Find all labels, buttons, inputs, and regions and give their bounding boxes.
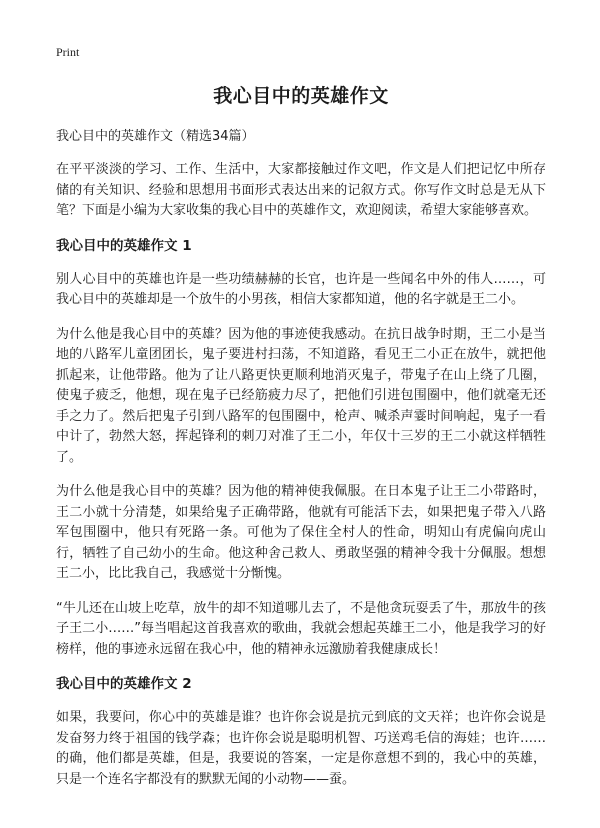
document-subtitle: 我心目中的英雄作文（精选34篇） [56, 129, 255, 144]
essay-paragraph: “牛儿还在山坡上吃草，放牛的却不知道哪儿去了，不是他贪玩耍丢了牛，那放牛的孩子王二小……”每当唱起这首我喜欢的歌曲，我就会想起英雄王二小，他是我学习的好榜样，他的事迹永远留在我心中，他的精神永远激励着我健康成长！ [56, 600, 546, 657]
print-link[interactable]: Print [56, 45, 80, 59]
section-heading: 我心目中的英雄作文 2 [56, 676, 192, 692]
page-title: 我心目中的英雄作文 [213, 85, 389, 107]
essay-paragraph: 别人心目中的英雄也许是一些功绩赫赫的长官，也许是一些闻名中外的伟人……，可我心目中的英雄却是一个放牛的小男孩，相信大家都知道，他的名字就是王二小。 [56, 271, 546, 307]
essay-paragraph: 如果，我要问，你心中的英雄是谁？也许你会说是抗元到底的文天祥；也许你会说是发奋努力终于祖国的钱学森；也许你会说是聪明机智、巧送鸡毛信的海娃；也许……的确，他们都是英雄，但是，我要说的答案，一定是你意想不到的，我心中的英雄，只是一个连名字都没有的默默无闻的小动物——蚕。 [56, 710, 546, 787]
essay-paragraph: 为什么他是我心目中的英雄？因为他的精神使我佩服。在日本鬼子让王二小带路时，王二小就十分清楚，如果给鬼子正确带路，他就有可能活下去，如果把鬼子带入八路军包围圈中，他只有死路一条。可他为了保住全村人的性命，明知山有虎偏向虎山行，牺牲了自己幼小的生命。他这种舍己救人、勇敢坚强的精神令我十分佩服。想想王二小，比比我自己，我感觉十分惭愧。 [56, 484, 546, 581]
intro-paragraph: 在平平淡淡的学习、工作、生活中，大家都接触过作文吧，作文是人们把记忆中所存储的有关知识、经验和思想用书面形式表达出来的记叙方式。你写作文时总是无从下笔？下面是小编为大家收集的我心目中的英雄作文，欢迎阅读，希望大家能够喜欢。 [56, 162, 546, 218]
essay-section-1 [56, 236, 546, 661]
section-heading: 我心目中的英雄作文 1 [56, 237, 192, 254]
essay-paragraph: 为什么他是我心目中的英雄？因为他的事迹使我感动。在抗日战争时期，王二小是当地的八路军儿童团团长，鬼子要进村扫荡，不知道路，看见王二小正在放牛，就把他抓起来，让他带路。他为了让八路更快更顺利地消灭鬼子，带鬼子在山上绕了几圈，使鬼子疲乏，他想，现在鬼子已经筋疲力尽了，把他们引进包围圈中，他们就毫无还手之力了。然后把鬼子引到八路军的包围圈中，枪声、喊杀声霎时间响起，鬼子一看中计了，勃然大怒，挥起锋利的刺刀对准了王二小，年仅十三岁的王二小就这样牺牲了。 [56, 326, 546, 465]
essay-section-2 [56, 674, 546, 790]
